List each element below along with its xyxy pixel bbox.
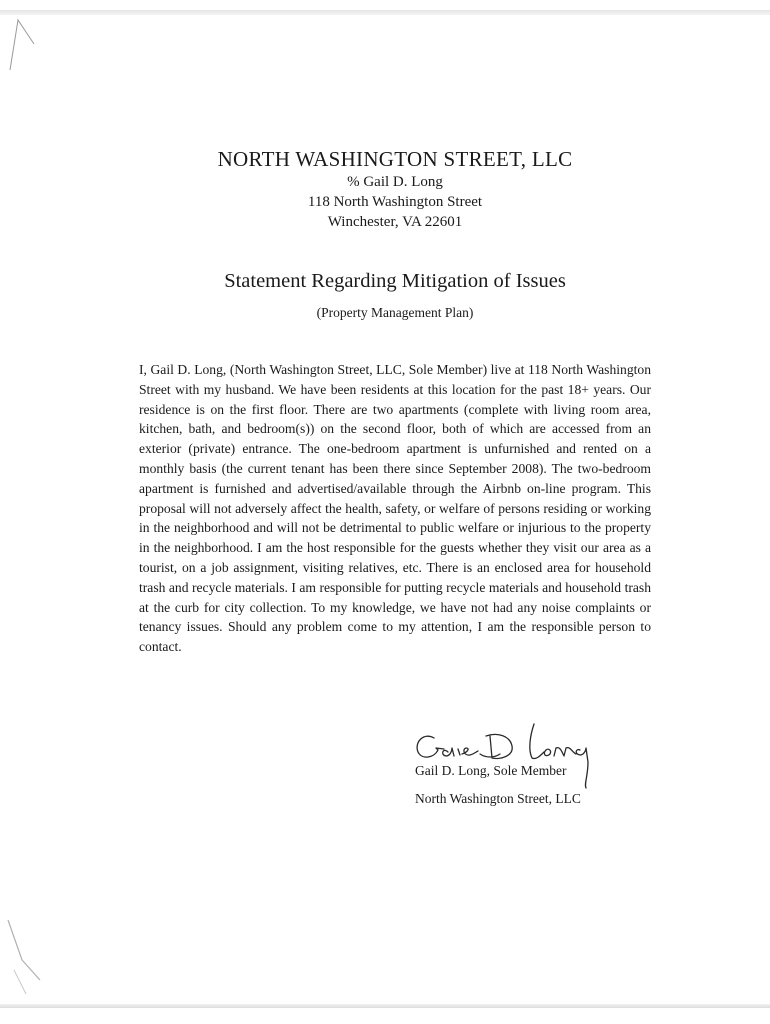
document-title: Statement Regarding Mitigation of Issues	[224, 270, 566, 292]
signature-org-line: North Washington Street, LLC	[415, 791, 581, 806]
care-of-line: % Gail D. Long	[347, 174, 443, 190]
scan-edge-bottom	[0, 1004, 770, 1008]
street-address: 118 North Washington Street	[307, 194, 483, 210]
city-state-zip: Winchester, VA 22601	[327, 214, 463, 230]
scan-edge-top	[0, 10, 770, 15]
scan-corner-top-left	[0, 0, 40, 80]
company-name: NORTH WASHINGTON STREET, LLC	[217, 147, 573, 171]
document-subtitle: (Property Management Plan)	[316, 305, 474, 320]
scan-corner-bottom-left	[0, 910, 50, 1000]
statement-paragraph: I, Gail D. Long, (North Washington Street, LLC, Sole Member) live at 118 North Washington Street with my husband. We have been residents at this location for the past 18+ years. Our residence is on the first floor. There are two apartments (complete with living room area, kitchen, bath, and bedroom(s)) on the second floor, both of which are accessed from an exterior (private) entrance. The one-bedroom apartment is unfurnished and rented on a monthly basis (the current tenant has been there since September 2008). The two-bedroom apartment is furnished and advertised/available through the Airbnb on-line program. This proposal will not adversely affect the health, safety, or welfare of persons residing or working in the neighborhood and will not be detrimental to public welfare or injurious to the property in the neighborhood. I am the host responsible for the guests whether they visit our area as a tourist, on a job assignment, visiting relatives, etc. There is an enclosed area for household trash and recycle materials. I am responsible for putting recycle materials and household trash at the curb for city collection. To my knowledge, we have not had any noise complaints or tenancy issues. Should any problem come to my attention, I am the responsible person to contact.	[139, 362, 651, 655]
letterhead	[0, 146, 770, 232]
signature-name-line: Gail D. Long, Sole Member	[415, 763, 567, 778]
handwritten-signature	[410, 718, 620, 798]
